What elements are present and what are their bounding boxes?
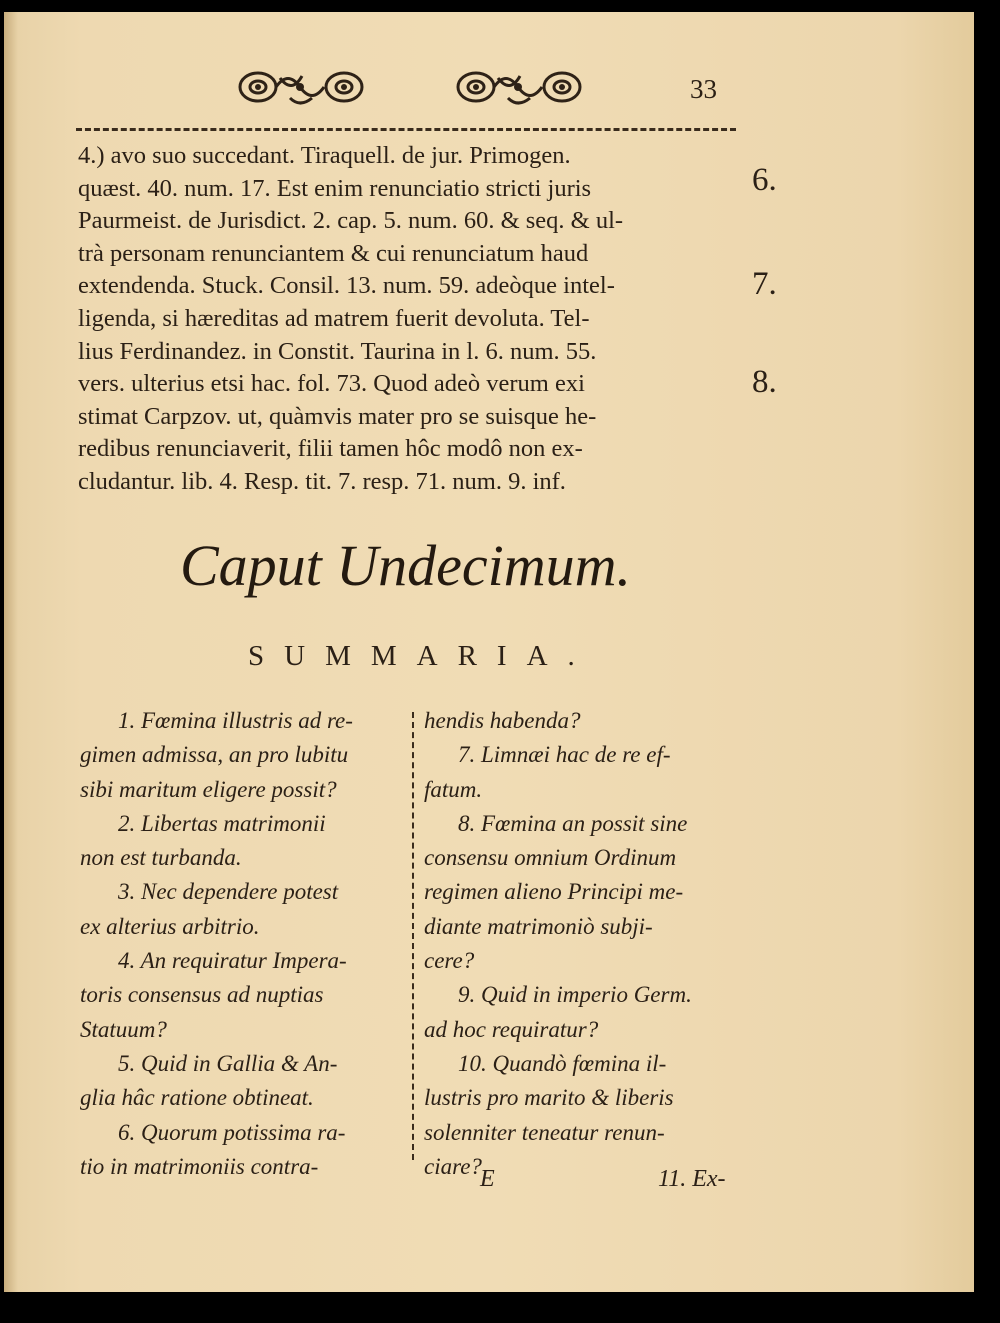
margin-number: 8. [752,364,777,400]
page-header [4,64,974,124]
book-page [4,12,974,1292]
text-line: redibus renunciaverit, filii tamen hôc modô non ex- [78,435,583,463]
margin-number: 6. [752,162,777,198]
text-line: vers. ulterius etsi hac. fol. 73. Quod adeò verum exi [78,370,585,398]
summary-line: 2. Libertas matrimonii [118,810,326,836]
summary-line: 10. Quandò fœmina il- [458,1050,667,1076]
text-line: Paurmeist. de Jurisdict. 2. cap. 5. num. 60. & seq. & ul- [78,207,624,235]
text-line: extendenda. Stuck. Consil. 13. num. 59. adeòque intel- [78,272,615,300]
column-divider [412,712,414,1160]
summary-line: 7. Limnæi hac de re ef- [458,742,671,768]
text-line: lius Ferdinandez. in Constit. Taurina in l. 6. num. 55. [78,337,597,365]
summary-line: 3. Nec dependere potest [118,879,339,905]
summary-line: sibi maritum eligere possit? [80,776,337,802]
summary-line: ad hoc requiratur? [424,1016,599,1042]
text-line: stimat Carpzov. ut, quàmvis mater pro se suisque he- [78,402,597,430]
summary-heading: SUMMARIA. [248,640,595,672]
summary-line: tio in matrimoniis contra- [80,1153,319,1179]
text-line: trà personam renunciantem & cui renunciatum haud [78,239,589,267]
summary-line: 4. An requiratur Impera- [118,948,347,974]
summary-line: cere? [424,948,475,974]
summary-line: 9. Quid in imperio Germ. [458,982,692,1008]
summary-line: 8. Fœmina an possit sine [458,810,688,836]
summary-line: ciare? [424,1153,482,1179]
summary-line: 1. Fœmina illustris ad re- [118,708,353,733]
summary-column-right [424,704,744,1184]
signature-mark: E [480,1166,495,1192]
summary-line: lustris pro marito & liberis [424,1085,674,1111]
text-line: cludantur. lib. 4. Resp. tit. 7. resp. 71. num. 9. inf. [78,467,566,495]
summary-line: fatum. [424,776,483,802]
body-paragraph [78,140,738,499]
chapter-title: Caput Undecimum. [180,533,632,598]
summary-line: toris consensus ad nuptias [80,982,324,1008]
page-number: 33 [690,74,717,104]
floral-ornament-icon [236,64,366,110]
floral-ornament-icon [454,64,584,110]
summary-line: consensu omnium Ordinum [424,845,677,871]
summary-line: glia hâc ratione obtineat. [80,1085,314,1111]
summary-line: 5. Quid in Gallia & An- [118,1050,338,1076]
summary-line: 6. Quorum potissima ra- [118,1119,346,1145]
summary-line: hendis habenda? [424,708,581,733]
margin-number: 7. [752,266,777,302]
summary-line: non est turbanda. [80,845,242,871]
catchword: 11. Ex- [658,1166,726,1192]
summary-line: solenniter teneatur renun- [424,1119,665,1145]
header-rule [76,128,736,131]
summary-column-left [80,704,400,1184]
text-line: 4.) avo suo succedant. Tiraquell. de jur. Primogen. [78,142,571,169]
summary-line: gimen admissa, an pro lubitu [80,742,349,768]
summary-line: ex alterius arbitrio. [80,913,260,939]
text-line: ligenda, si hæreditas ad matrem fuerit devoluta. Tel- [78,304,590,332]
summary-line: Statuum? [80,1016,167,1042]
text-line: quæst. 40. num. 17. Est enim renunciatio stricti juris [78,174,592,202]
summary-line: diante matrimoniò subji- [424,913,653,939]
summary-line: regimen alieno Principi me- [424,879,684,905]
